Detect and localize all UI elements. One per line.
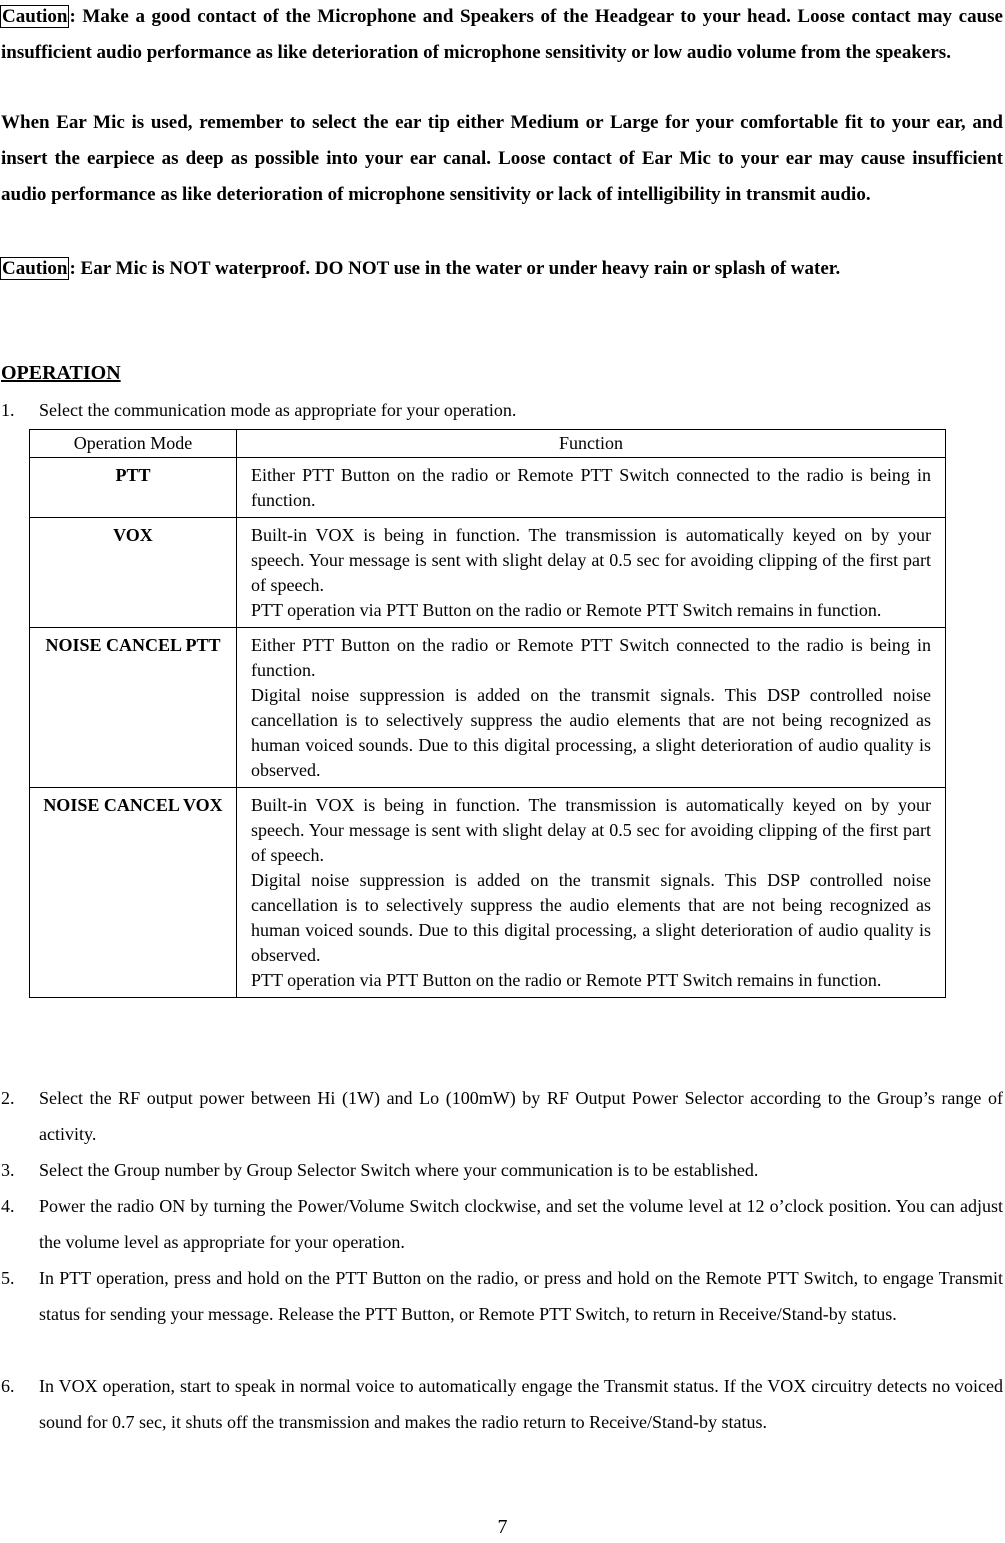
function-cell	[237, 628, 946, 788]
step-text: In VOX operation, start to speak in normal voice to automatically engage the Transmit status. If the VOX circuitry detects no voiced sound for 0.7 sec, it shuts off the transmission and makes the radio return to Receive/Stand-by status.	[39, 1376, 1003, 1432]
step-number: 2.	[1, 1088, 15, 1108]
operation-heading: OPERATION	[1, 362, 121, 384]
step-6	[1, 1368, 1003, 1440]
function-line: Built-in VOX is being in function. The transmission is automatically keyed on by your speech. Your message is sent with slight delay at 0.5 sec for avoiding clipping of the first part of speech.	[251, 795, 931, 865]
caution-headgear-text: : Make a good contact of the Microphone and Speakers of the Headgear to your head. Loose contact may cause insufficient audio performance as like deterioration of microphone sensitivity or low audio volume from the speakers.	[1, 6, 1003, 63]
step-3	[1, 1152, 1003, 1188]
step-1	[1, 392, 1003, 428]
mode-cell: VOX	[30, 518, 237, 628]
step-number: 6.	[1, 1376, 15, 1396]
step-text: Select the Group number by Group Selector Switch where your communication is to be established.	[39, 1160, 759, 1180]
function-line: Digital noise suppression is added on the transmit signals. This DSP controlled noise cancellation is to selectively suppress the audio elements that are not being recognized as human voiced sounds. Due to this digital processing, a slight deterioration of audio quality is observed.	[251, 685, 931, 780]
operation-mode-table	[29, 429, 946, 998]
step-text: Select the RF output power between Hi (1W) and Lo (100mW) by RF Output Power Selector according to the Group’s range of activity.	[39, 1088, 1003, 1144]
step-2	[1, 1080, 1003, 1152]
table-row	[30, 788, 946, 998]
step-number: 4.	[1, 1196, 15, 1216]
table-row	[30, 518, 946, 628]
caution-label: Caution	[2, 258, 68, 279]
function-cell	[237, 788, 946, 998]
mode-cell: PTT	[30, 458, 237, 518]
function-line: Either PTT Button on the radio or Remote PTT Switch connected to the radio is being in function.	[251, 465, 931, 510]
header-operation-mode: Operation Mode	[30, 430, 237, 458]
page-number: 7	[497, 1516, 508, 1538]
step-text: Select the communication mode as appropriate for your operation.	[39, 400, 517, 420]
table-header-row	[30, 430, 946, 458]
caution-label: Caution	[2, 6, 68, 27]
caution-waterproof-text: : Ear Mic is NOT waterproof. DO NOT use in the water or under heavy rain or splash of water.	[69, 258, 841, 279]
function-cell	[237, 458, 946, 518]
step-number: 3.	[1, 1160, 15, 1180]
step-4	[1, 1188, 1003, 1260]
mode-cell: NOISE CANCEL PTT	[30, 628, 237, 788]
function-line: PTT operation via PTT Button on the radio or Remote PTT Switch remains in function.	[251, 600, 882, 620]
function-line: PTT operation via PTT Button on the radio or Remote PTT Switch remains in function.	[251, 970, 882, 990]
function-cell	[237, 518, 946, 628]
caution-headgear-paragraph	[1, 0, 1003, 71]
function-line: Digital noise suppression is added on the transmit signals. This DSP controlled noise cancellation is to selectively suppress the audio elements that are not being recognized as human voiced sounds. Due to this digital processing, a slight deterioration of audio quality is observed.	[251, 870, 931, 965]
mode-cell: NOISE CANCEL VOX	[30, 788, 237, 998]
step-text: In PTT operation, press and hold on the PTT Button on the radio, or press and hold on the Remote PTT Switch, to engage Transmit status for sending your message. Release the PTT Button, or Remote PTT Switch, to return in Receive/Stand-by status.	[39, 1268, 1003, 1324]
step-text: Power the radio ON by turning the Power/Volume Switch clockwise, and set the volume level at 12 o’clock position. You can adjust the volume level as appropriate for your operation.	[39, 1196, 1003, 1252]
step-number: 5.	[1, 1268, 15, 1288]
function-line: Either PTT Button on the radio or Remote PTT Switch connected to the radio is being in function.	[251, 635, 931, 680]
step-number: 1.	[1, 400, 15, 420]
table-row	[30, 628, 946, 788]
table-row	[30, 458, 946, 518]
header-function: Function	[237, 430, 946, 458]
step-5	[1, 1260, 1003, 1332]
earmic-note-paragraph: When Ear Mic is used, remember to select the ear tip either Medium or Large for your comfortable fit to your ear, and insert the earpiece as deep as possible into your ear canal. Loose contact of Ear Mic to your ear may cause insufficient audio performance as like deterioration of microphone sensitivity or lack of intelligibility in transmit audio.	[1, 112, 1003, 205]
function-line: Built-in VOX is being in function. The transmission is automatically keyed on by your speech. Your message is sent with slight delay at 0.5 sec for avoiding clipping of the first part of speech.	[251, 525, 931, 595]
caution-waterproof-paragraph	[1, 251, 1003, 287]
